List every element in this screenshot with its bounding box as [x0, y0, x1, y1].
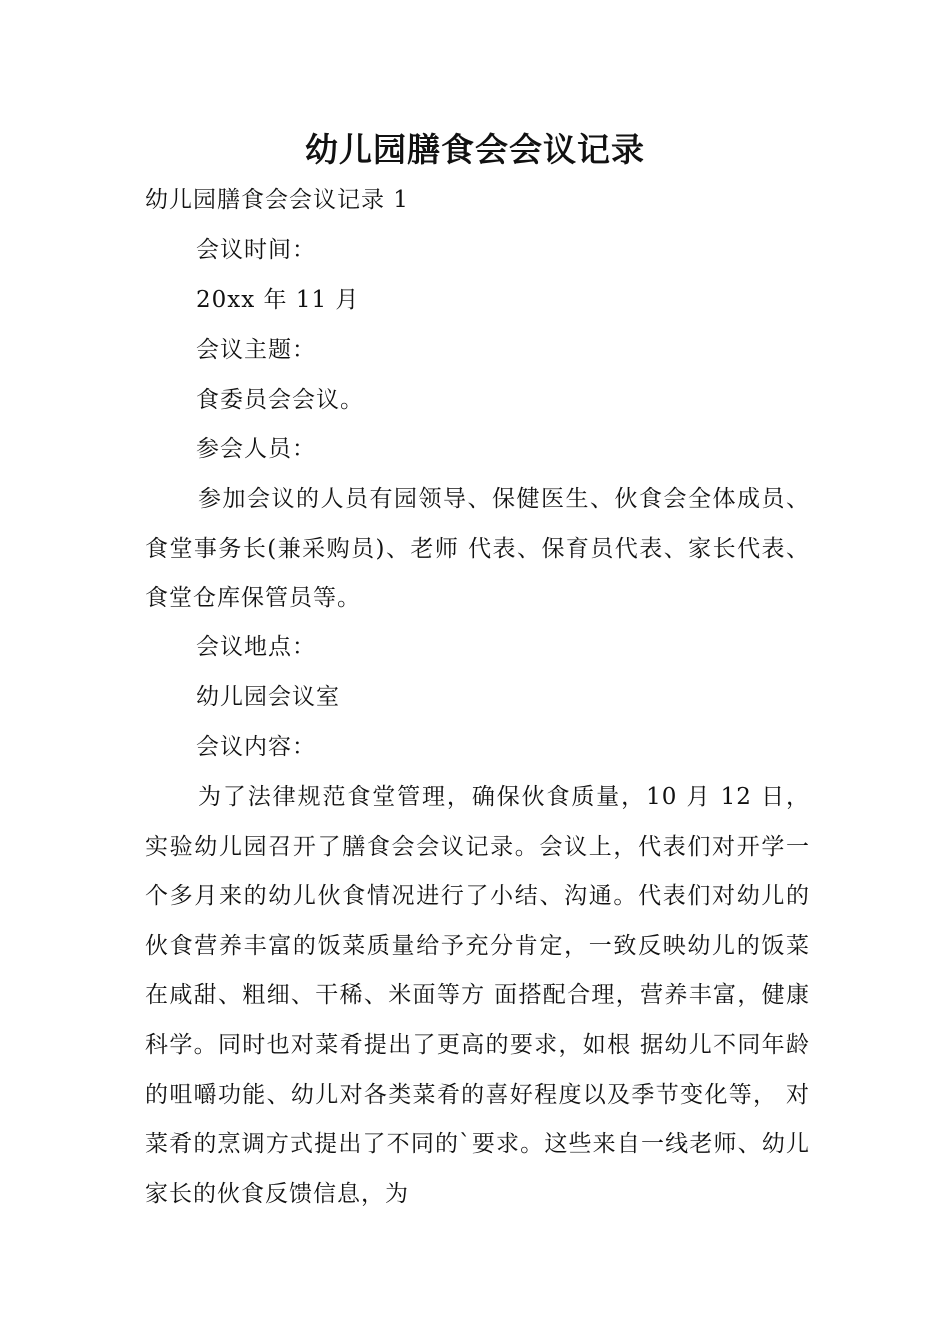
attendees-paragraph: 参加会议的人员有园领导、保健医生、伙食会全体成员、食堂事务长(兼采购员)、老师 代表、保育员代表、家长代表、食堂仓库保管员等。: [145, 486, 810, 612]
document-title: 幼儿园膳食会会议记录: [305, 130, 645, 169]
meeting-topic-label: 会议主题：: [196, 337, 316, 363]
section-heading: 幼儿园膳食会会议记录 1: [145, 187, 409, 213]
attendees-label: 参会人员：: [196, 436, 316, 462]
meeting-time-value: 20xx 年 11 月: [196, 287, 360, 313]
location-label: 会议地点：: [196, 634, 316, 660]
meeting-time-label: 会议时间：: [196, 237, 316, 263]
content-paragraph: 为了法律规范食堂管理，确保伙食质量，10 月 12 日，实验幼儿园召开了膳食会会议记录。会议上，代表们对开学一个多月来的幼儿伙食情况进行了小结、沟通。代表们对幼儿的伙食营养丰富的饭菜质量给予充分肯定，一致反映幼儿的饭菜在咸甜、粗细、干稀、米面等方 面搭配合理，营养丰富，健康科学。同时也对菜肴提出了更高的要求，如根 据幼儿不同年龄的咀嚼功能、幼儿对各类菜肴的喜好程度以及季节变化等， 对菜肴的烹调方式提出了不同的`要求。这些来自一线老师、幼儿家长的伙食反馈信息，为: [145, 784, 810, 1207]
location-value: 幼儿园会议室: [196, 684, 340, 710]
meeting-topic-value: 食委员会会议。: [196, 387, 364, 413]
content-label: 会议内容：: [196, 734, 316, 760]
